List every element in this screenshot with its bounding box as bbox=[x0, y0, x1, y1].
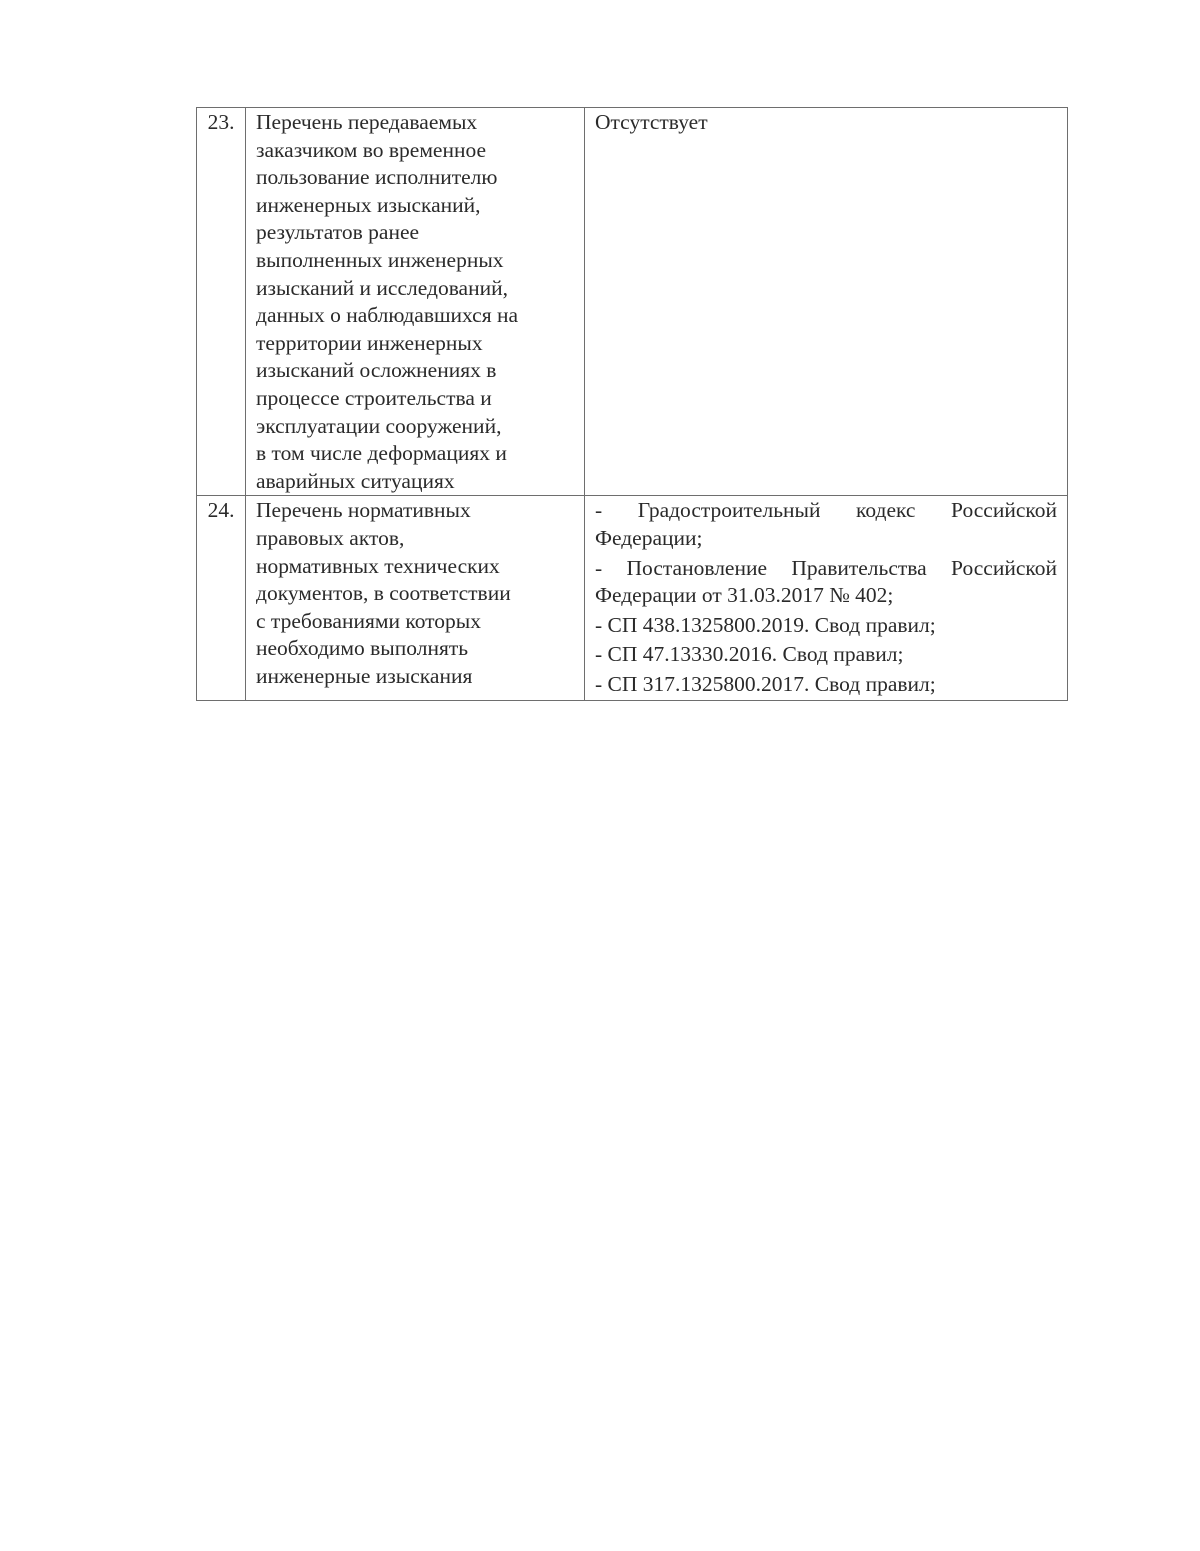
row-value: Отсутствует bbox=[585, 108, 1068, 496]
row-number: 23. bbox=[197, 108, 246, 496]
name-line: территории инженерных bbox=[256, 330, 483, 355]
name-line: Перечень нормативных bbox=[256, 498, 471, 523]
name-line: в том числе деформациях и bbox=[256, 441, 507, 466]
name-line: результатов ранее bbox=[256, 220, 420, 245]
list-item: - Градостроительный кодекс Российской Федерации; bbox=[595, 498, 1057, 550]
name-line: эксплуатации сооружений, bbox=[256, 413, 502, 438]
name-line: изысканий осложнениях в bbox=[256, 358, 497, 383]
requirements-table bbox=[196, 107, 1068, 701]
name-line: Перечень передаваемых bbox=[256, 110, 478, 134]
name-line: необходимо выполнять bbox=[256, 636, 469, 661]
name-line: аварийных ситуациях bbox=[256, 468, 455, 493]
name-line: с требованиями которых bbox=[256, 608, 481, 633]
name-line: пользование исполнителю bbox=[256, 165, 498, 190]
row-name bbox=[246, 108, 585, 496]
name-line: документов, в соответствии bbox=[256, 581, 511, 606]
name-line: инженерные изыскания bbox=[256, 663, 473, 688]
list-item: - СП 317.1325800.2017. Свод правил; bbox=[595, 671, 936, 696]
name-line: инженерных изысканий, bbox=[256, 192, 481, 217]
table-row bbox=[197, 496, 1068, 701]
name-line: выполненных инженерных bbox=[256, 247, 504, 272]
list-item: - СП 438.1325800.2019. Свод правил; bbox=[595, 612, 936, 637]
name-line: нормативных технических bbox=[256, 553, 500, 578]
row-value bbox=[585, 496, 1068, 701]
list-item: - Постановление Правительства Российской Федерации от 31.03.2017 № 402; bbox=[595, 555, 1057, 608]
list-item: - СП 47.13330.2016. Свод правил; bbox=[595, 642, 904, 667]
name-line: правовых актов, bbox=[256, 525, 405, 550]
table-row bbox=[197, 108, 1068, 496]
name-line: данных о наблюдавшихся на bbox=[256, 303, 519, 328]
row-name bbox=[246, 496, 585, 701]
name-line: заказчиком во временное bbox=[256, 137, 487, 162]
row-number: 24. bbox=[197, 496, 246, 701]
name-line: изысканий и исследований, bbox=[256, 275, 508, 300]
name-line: процессе строительства и bbox=[256, 385, 492, 410]
normative-acts-list bbox=[595, 497, 1057, 698]
